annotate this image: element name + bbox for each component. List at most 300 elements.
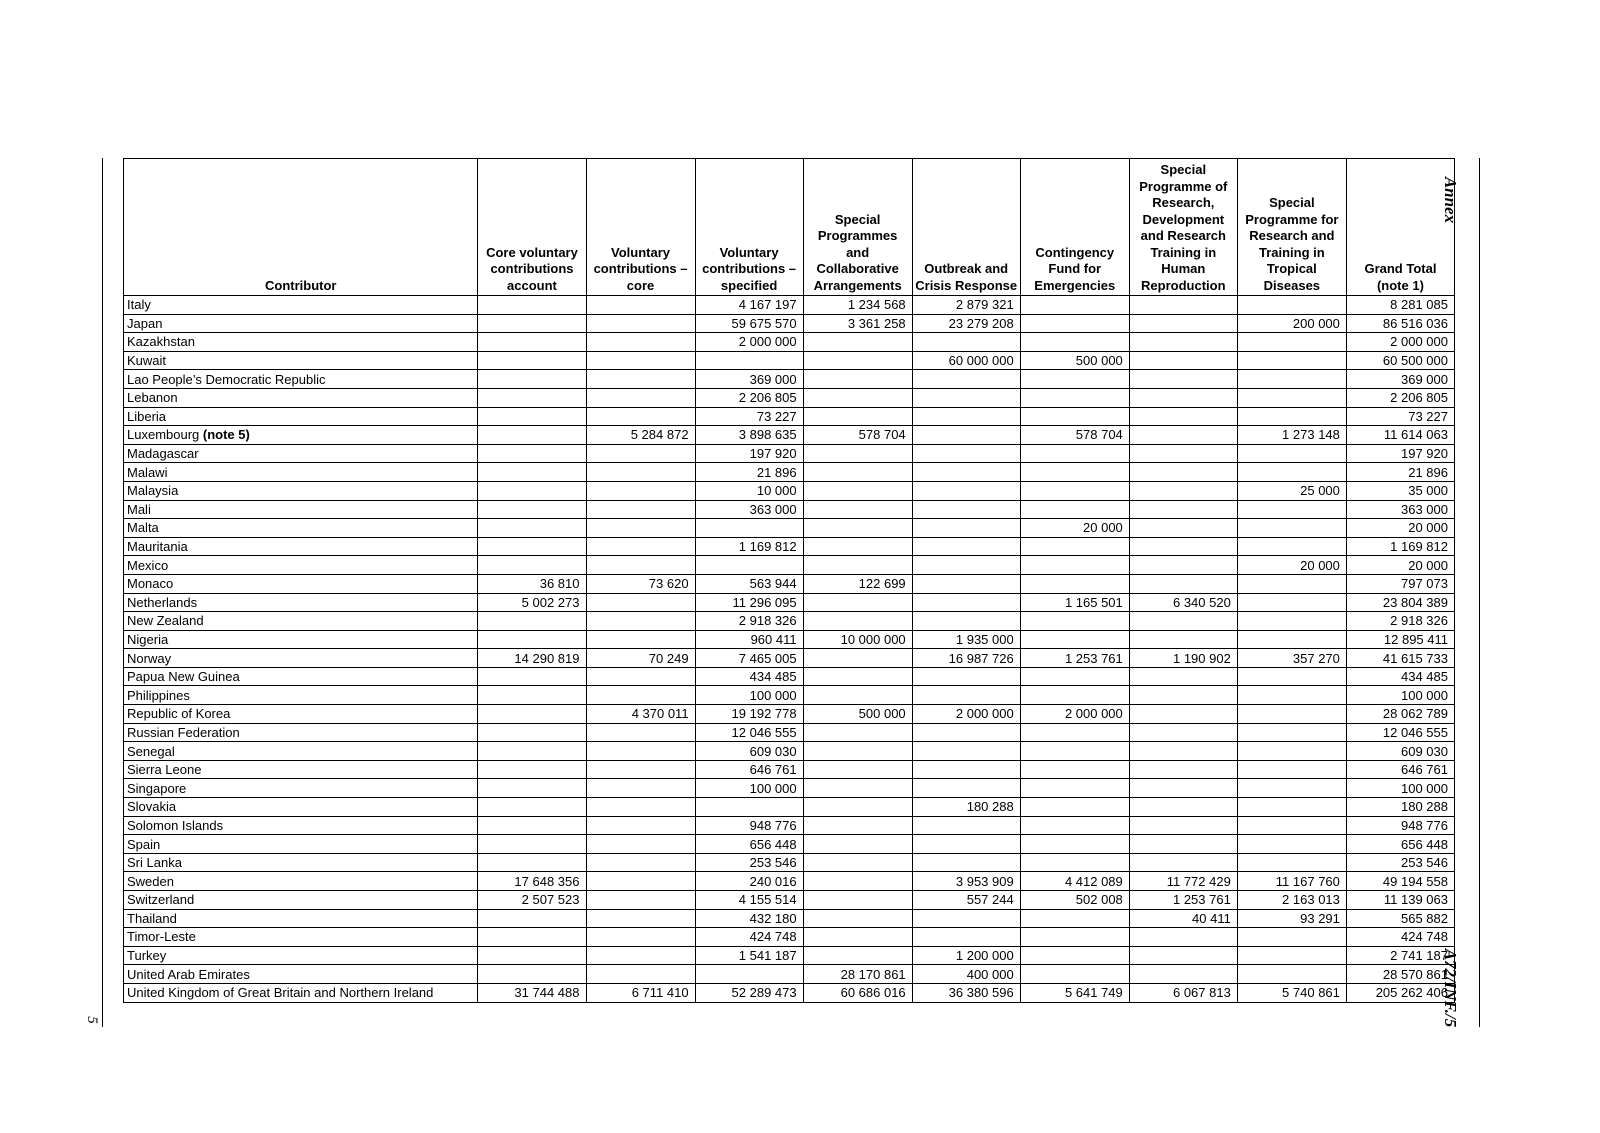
amount-cell [586,612,695,631]
contributor-name-cell [124,946,478,965]
amount-cell [478,407,586,426]
amount-cell [586,798,695,817]
amount-cell [912,333,1020,352]
contributor-name-cell [124,816,478,835]
amount-cell: 93 291 [1237,909,1346,928]
amount-cell: 2 000 000 [912,705,1020,724]
amount-cell: 31 744 488 [478,983,586,1002]
amount-cell [1237,407,1346,426]
amount-cell: 3 361 258 [803,314,912,333]
amount-cell [1129,296,1237,315]
amount-cell: 2 741 187 [1346,946,1454,965]
amount-cell: 424 748 [1346,928,1454,947]
amount-cell [803,816,912,835]
amount-cell: 400 000 [912,965,1020,984]
amount-cell [695,351,803,370]
amount-cell [1020,965,1129,984]
amount-cell [586,407,695,426]
amount-cell: 565 882 [1346,909,1454,928]
amount-cell [803,370,912,389]
amount-cell [1020,742,1129,761]
amount-cell [586,742,695,761]
amount-cell: 6 067 813 [1129,983,1237,1002]
amount-cell: 23 279 208 [912,314,1020,333]
amount-cell: 253 546 [695,853,803,872]
amount-cell: 1 273 148 [1237,426,1346,445]
amount-cell [1020,686,1129,705]
amount-cell [1129,928,1237,947]
amount-cell [586,593,695,612]
amount-cell [1129,370,1237,389]
table-row [124,388,1455,407]
amount-cell: 25 000 [1237,481,1346,500]
table-row [124,853,1455,872]
table-row [124,816,1455,835]
amount-cell: 12 046 555 [1346,723,1454,742]
amount-cell [586,556,695,575]
amount-cell [1129,537,1237,556]
amount-cell [912,537,1020,556]
amount-cell [912,519,1020,538]
amount-cell: 4 155 514 [695,891,803,910]
contributor-name: Senegal [127,743,175,759]
amount-cell [1020,500,1129,519]
contributor-name-cell [124,500,478,519]
amount-cell: 500 000 [803,705,912,724]
amount-cell [586,946,695,965]
amount-cell [478,946,586,965]
amount-cell: 424 748 [695,928,803,947]
amount-cell [478,500,586,519]
annex-side-header: Annex [1441,176,1460,224]
amount-cell: 578 704 [803,426,912,445]
amount-cell: 1 190 902 [1129,649,1237,668]
column-header: Special Programmes and Collaborative Arrangements [803,159,912,296]
amount-cell: 23 804 389 [1346,593,1454,612]
column-header: Voluntary contributions – core [586,159,695,296]
amount-cell [803,537,912,556]
table-row [124,630,1455,649]
amount-cell [1020,574,1129,593]
contributor-name: Japan [127,315,163,331]
amount-cell: 948 776 [1346,816,1454,835]
contributor-name-cell [124,593,478,612]
amount-cell [1129,853,1237,872]
contributor-name-cell [124,983,478,1002]
amount-cell: 563 944 [695,574,803,593]
amount-cell [586,537,695,556]
amount-cell [695,556,803,575]
amount-cell [586,463,695,482]
contributor-name: Turkey [127,948,167,964]
amount-cell [1237,798,1346,817]
contributions-table [123,158,1455,1003]
amount-cell [912,574,1020,593]
table-row [124,463,1455,482]
contributor-name-cell [124,519,478,538]
table-row [124,760,1455,779]
contributor-name: Republic of Korea [127,706,231,722]
amount-cell: 960 411 [695,630,803,649]
amount-cell [1237,686,1346,705]
amount-cell: 11 167 760 [1237,872,1346,891]
amount-cell: 1 200 000 [912,946,1020,965]
contributor-name: Sweden [127,873,174,889]
contributor-name-cell [124,723,478,742]
table-header-row [124,159,1455,296]
amount-cell [803,556,912,575]
amount-cell: 656 448 [1346,835,1454,854]
amount-cell: 363 000 [1346,500,1454,519]
amount-cell [1237,816,1346,835]
amount-cell: 100 000 [1346,779,1454,798]
amount-cell [586,388,695,407]
contributor-name-cell [124,779,478,798]
table-row [124,296,1455,315]
contributor-name-cell [124,705,478,724]
amount-cell [1129,388,1237,407]
amount-cell [1237,928,1346,947]
amount-cell [803,333,912,352]
contributor-name-cell [124,667,478,686]
contributor-name: Slovakia [127,799,177,815]
amount-cell: 557 244 [912,891,1020,910]
amount-cell [803,351,912,370]
amount-cell: 60 500 000 [1346,351,1454,370]
amount-cell: 122 699 [803,574,912,593]
amount-cell: 500 000 [1020,351,1129,370]
amount-cell [1129,481,1237,500]
column-header: Voluntary contributions – specified [695,159,803,296]
table-row [124,705,1455,724]
table-row [124,612,1455,631]
amount-cell [1129,463,1237,482]
contributor-name-cell [124,351,478,370]
amount-cell: 11 772 429 [1129,872,1237,891]
amount-cell [1020,946,1129,965]
amount-cell: 502 008 [1020,891,1129,910]
amount-cell [478,853,586,872]
amount-cell [1237,370,1346,389]
contributor-name: Switzerland [127,892,195,908]
amount-cell [1129,705,1237,724]
amount-cell [803,723,912,742]
amount-cell: 12 046 555 [695,723,803,742]
amount-cell [912,723,1020,742]
amount-cell [803,612,912,631]
contributor-name-cell [124,965,478,984]
column-header: Contingency Fund for Emergencies [1020,159,1129,296]
amount-cell [1129,946,1237,965]
amount-cell [586,630,695,649]
amount-cell [1129,351,1237,370]
amount-cell [1237,965,1346,984]
amount-cell: 180 288 [912,798,1020,817]
amount-cell: 49 194 558 [1346,872,1454,891]
amount-cell [803,500,912,519]
contributor-name-cell [124,853,478,872]
amount-cell: 3 953 909 [912,872,1020,891]
amount-cell [1129,333,1237,352]
amount-cell [1237,296,1346,315]
amount-cell: 20 000 [1020,519,1129,538]
amount-cell [912,388,1020,407]
amount-cell [803,909,912,928]
table-row [124,928,1455,947]
amount-cell [912,742,1020,761]
table-row [124,798,1455,817]
table-row [124,872,1455,891]
amount-cell [1129,686,1237,705]
table-row [124,686,1455,705]
amount-cell [478,314,586,333]
amount-cell: 73 620 [586,574,695,593]
amount-cell: 59 675 570 [695,314,803,333]
amount-cell [695,798,803,817]
column-header: Outbreak and Crisis Response [912,159,1020,296]
amount-cell [1237,537,1346,556]
amount-cell [1237,574,1346,593]
amount-cell [1020,909,1129,928]
amount-cell [1237,835,1346,854]
amount-cell: 369 000 [695,370,803,389]
amount-cell [586,853,695,872]
amount-cell [586,835,695,854]
amount-cell: 14 290 819 [478,649,586,668]
amount-cell [1020,816,1129,835]
amount-cell [478,630,586,649]
amount-cell [1237,853,1346,872]
amount-cell: 948 776 [695,816,803,835]
amount-cell [912,481,1020,500]
amount-cell: 28 570 861 [1346,965,1454,984]
amount-cell [1020,444,1129,463]
amount-cell: 1 935 000 [912,630,1020,649]
amount-cell [478,388,586,407]
amount-cell: 240 016 [695,872,803,891]
amount-cell [586,481,695,500]
amount-cell: 12 895 411 [1346,630,1454,649]
amount-cell: 36 810 [478,574,586,593]
amount-cell [586,444,695,463]
amount-cell: 35 000 [1346,481,1454,500]
contributor-name: Luxembourg [127,427,203,443]
amount-cell: 86 516 036 [1346,314,1454,333]
contributor-name-cell [124,909,478,928]
amount-cell: 60 000 000 [912,351,1020,370]
amount-cell [803,686,912,705]
amount-cell [586,296,695,315]
amount-cell [695,519,803,538]
table-row [124,891,1455,910]
amount-cell [1237,723,1346,742]
amount-cell [803,667,912,686]
amount-cell: 4 412 089 [1020,872,1129,891]
amount-cell [586,333,695,352]
amount-cell: 180 288 [1346,798,1454,817]
amount-cell [478,370,586,389]
amount-cell: 36 380 596 [912,983,1020,1002]
contributor-name-cell [124,742,478,761]
amount-cell [478,296,586,315]
amount-cell: 2 000 000 [1020,705,1129,724]
contributor-name-cell [124,481,478,500]
amount-cell [1020,760,1129,779]
table-row [124,537,1455,556]
amount-cell [1129,835,1237,854]
amount-cell: 20 000 [1237,556,1346,575]
amount-cell [803,649,912,668]
amount-cell [1237,630,1346,649]
amount-cell [1129,816,1237,835]
amount-cell: 4 167 197 [695,296,803,315]
contributor-name: New Zealand [127,613,204,629]
amount-cell: 197 920 [695,444,803,463]
amount-cell [803,946,912,965]
contributor-name: Lao People’s Democratic Republic [127,371,326,387]
amount-cell [1129,574,1237,593]
amount-cell: 8 281 085 [1346,296,1454,315]
amount-cell [803,463,912,482]
amount-cell [912,686,1020,705]
amount-cell [1129,314,1237,333]
amount-cell [912,667,1020,686]
contributor-name: Russian Federation [127,724,240,740]
amount-cell: 2 918 326 [695,612,803,631]
amount-cell [1237,519,1346,538]
amount-cell: 1 253 761 [1020,649,1129,668]
right-margin-rule [1479,158,1480,1027]
amount-cell [1020,612,1129,631]
amount-cell: 20 000 [1346,556,1454,575]
amount-cell [1020,463,1129,482]
amount-cell: 73 227 [1346,407,1454,426]
amount-cell [478,351,586,370]
amount-cell [478,723,586,742]
amount-cell [1237,742,1346,761]
column-header: Grand Total (note 1) [1346,159,1454,296]
amount-cell [586,909,695,928]
amount-cell [1020,798,1129,817]
contributor-name: United Arab Emirates [127,966,250,982]
amount-cell [695,965,803,984]
amount-cell [478,742,586,761]
amount-cell: 60 686 016 [803,983,912,1002]
amount-cell: 17 648 356 [478,872,586,891]
amount-cell [1129,723,1237,742]
contributor-name: Timor-Leste [127,929,196,945]
amount-cell: 4 370 011 [586,705,695,724]
contributor-name: Kuwait [127,353,167,369]
amount-cell [478,444,586,463]
amount-cell [586,667,695,686]
contributor-name: Mexico [127,557,169,573]
amount-cell: 28 062 789 [1346,705,1454,724]
amount-cell [478,798,586,817]
contributor-name: Norway [127,650,172,666]
amount-cell [1129,407,1237,426]
table-row [124,519,1455,538]
amount-cell [1129,500,1237,519]
amount-cell [586,779,695,798]
amount-cell [1237,760,1346,779]
amount-cell: 656 448 [695,835,803,854]
amount-cell [803,798,912,817]
amount-cell [478,519,586,538]
contributor-name-cell [124,612,478,631]
amount-cell [803,593,912,612]
contributor-name: United Kingdom of Great Britain and Northern Ireland [127,985,434,1001]
table-row [124,779,1455,798]
amount-cell: 11 139 063 [1346,891,1454,910]
amount-cell [1129,667,1237,686]
amount-cell: 1 541 187 [695,946,803,965]
amount-cell [912,779,1020,798]
amount-cell [1237,500,1346,519]
amount-cell: 578 704 [1020,426,1129,445]
amount-cell [912,426,1020,445]
contributor-name: Kazakhstan [127,334,195,350]
amount-cell: 797 073 [1346,574,1454,593]
contributor-name: Spain [127,836,161,852]
amount-cell [1129,798,1237,817]
contributor-name-cell [124,426,478,445]
table-row [124,351,1455,370]
amount-cell: 363 000 [695,500,803,519]
amount-cell [586,519,695,538]
contributor-name: Italy [127,297,151,313]
amount-cell [478,537,586,556]
amount-cell [912,928,1020,947]
contributor-name: Nigeria [127,631,169,647]
amount-cell [912,463,1020,482]
amount-cell [1020,928,1129,947]
amount-cell: 5 284 872 [586,426,695,445]
amount-cell [478,965,586,984]
contributor-name: Malawi [127,464,168,480]
amount-cell [478,481,586,500]
amount-cell [803,760,912,779]
amount-cell [803,779,912,798]
table-row [124,946,1455,965]
amount-cell [478,779,586,798]
amount-cell: 21 896 [695,463,803,482]
contributor-name: Malta [127,520,159,536]
table-row [124,333,1455,352]
column-header: Special Programme for Research and Training in Tropical Diseases [1237,159,1346,296]
amount-cell: 6 711 410 [586,983,695,1002]
left-margin-rule [102,158,103,1027]
amount-cell [1020,370,1129,389]
amount-cell: 19 192 778 [695,705,803,724]
contributor-name-cell [124,574,478,593]
amount-cell [478,667,586,686]
contributor-name-cell [124,407,478,426]
amount-cell [803,388,912,407]
contributor-name: Philippines [127,687,190,703]
amount-cell: 100 000 [695,779,803,798]
amount-cell: 205 262 406 [1346,983,1454,1002]
amount-cell: 434 485 [1346,667,1454,686]
amount-cell [478,686,586,705]
amount-cell [803,853,912,872]
amount-cell [478,760,586,779]
amount-cell [912,500,1020,519]
amount-cell [478,426,586,445]
contributor-name: Lebanon [127,390,178,406]
amount-cell: 1 253 761 [1129,891,1237,910]
amount-cell: 16 987 726 [912,649,1020,668]
